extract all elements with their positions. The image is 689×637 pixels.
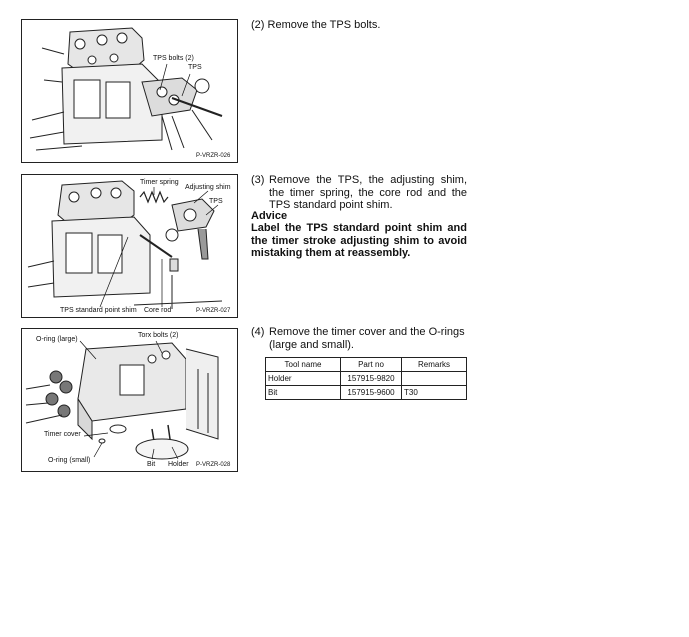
figure-code: P-VRZR-028 bbox=[196, 462, 231, 468]
cell-tool-name: Holder bbox=[266, 372, 341, 386]
table-row bbox=[266, 372, 467, 386]
advice-title: Advice bbox=[251, 210, 288, 222]
label-adjusting-shim: Adjusting shim bbox=[185, 184, 231, 191]
table-row bbox=[266, 386, 467, 400]
pump-illustration-1 bbox=[22, 20, 237, 162]
label-timer-spring: Timer spring bbox=[140, 179, 179, 186]
label-o-ring-small: O-ring (small) bbox=[48, 457, 91, 464]
table-header-row bbox=[266, 358, 467, 372]
tool-table bbox=[265, 357, 467, 400]
figure-code: P-VRZR-026 bbox=[196, 153, 231, 159]
advice-text: Label the TPS standard point shim and the timer stroke adjusting shim to avoid mistaking them at reassembly. bbox=[251, 222, 467, 260]
header-part-no: Part no bbox=[341, 358, 402, 372]
label-o-ring-large: O-ring (large) bbox=[36, 336, 78, 343]
label-tps-standard-point-shim: TPS standard point shim bbox=[60, 307, 137, 314]
figure-code: P-VRZR-027 bbox=[196, 308, 231, 314]
step-number: (4) bbox=[251, 326, 265, 338]
step-2 bbox=[251, 19, 471, 32]
step-text: Remove the TPS, the adjusting shim, the timer spring, the core rod and the TPS standard point shim. bbox=[269, 174, 467, 212]
label-tps-bolts: TPS bolts (2) bbox=[153, 55, 194, 62]
step-text: Remove the timer cover and the O-rings (large and small). bbox=[269, 326, 465, 351]
pump-illustration-2 bbox=[22, 175, 237, 317]
figure-timer-cover bbox=[21, 328, 238, 472]
cell-remarks: T30 bbox=[402, 386, 467, 400]
cell-tool-name: Bit bbox=[266, 386, 341, 400]
label-core-rod: Core rod bbox=[144, 307, 172, 314]
cell-part-no: 157915-9820 bbox=[341, 372, 402, 386]
label-holder: Holder bbox=[168, 461, 189, 468]
figure-tps-bolts bbox=[21, 19, 238, 163]
step-text: Remove the TPS bolts. bbox=[267, 19, 381, 31]
step-number: (2) bbox=[251, 19, 265, 31]
header-remarks: Remarks bbox=[402, 358, 467, 372]
label-tps: TPS bbox=[188, 64, 202, 71]
figure-tps-removal bbox=[21, 174, 238, 318]
header-tool-name: Tool name bbox=[266, 358, 341, 372]
label-timer-cover: Timer cover bbox=[44, 431, 81, 438]
label-torx-bolts: Torx bolts (2) bbox=[138, 332, 179, 339]
label-bit: Bit bbox=[147, 461, 156, 468]
cell-remarks bbox=[402, 372, 467, 386]
step-number: (3) bbox=[251, 174, 265, 186]
label-tps: TPS bbox=[209, 198, 223, 205]
pump-illustration-3 bbox=[22, 329, 237, 471]
cell-part-no: 157915-9600 bbox=[341, 386, 402, 400]
